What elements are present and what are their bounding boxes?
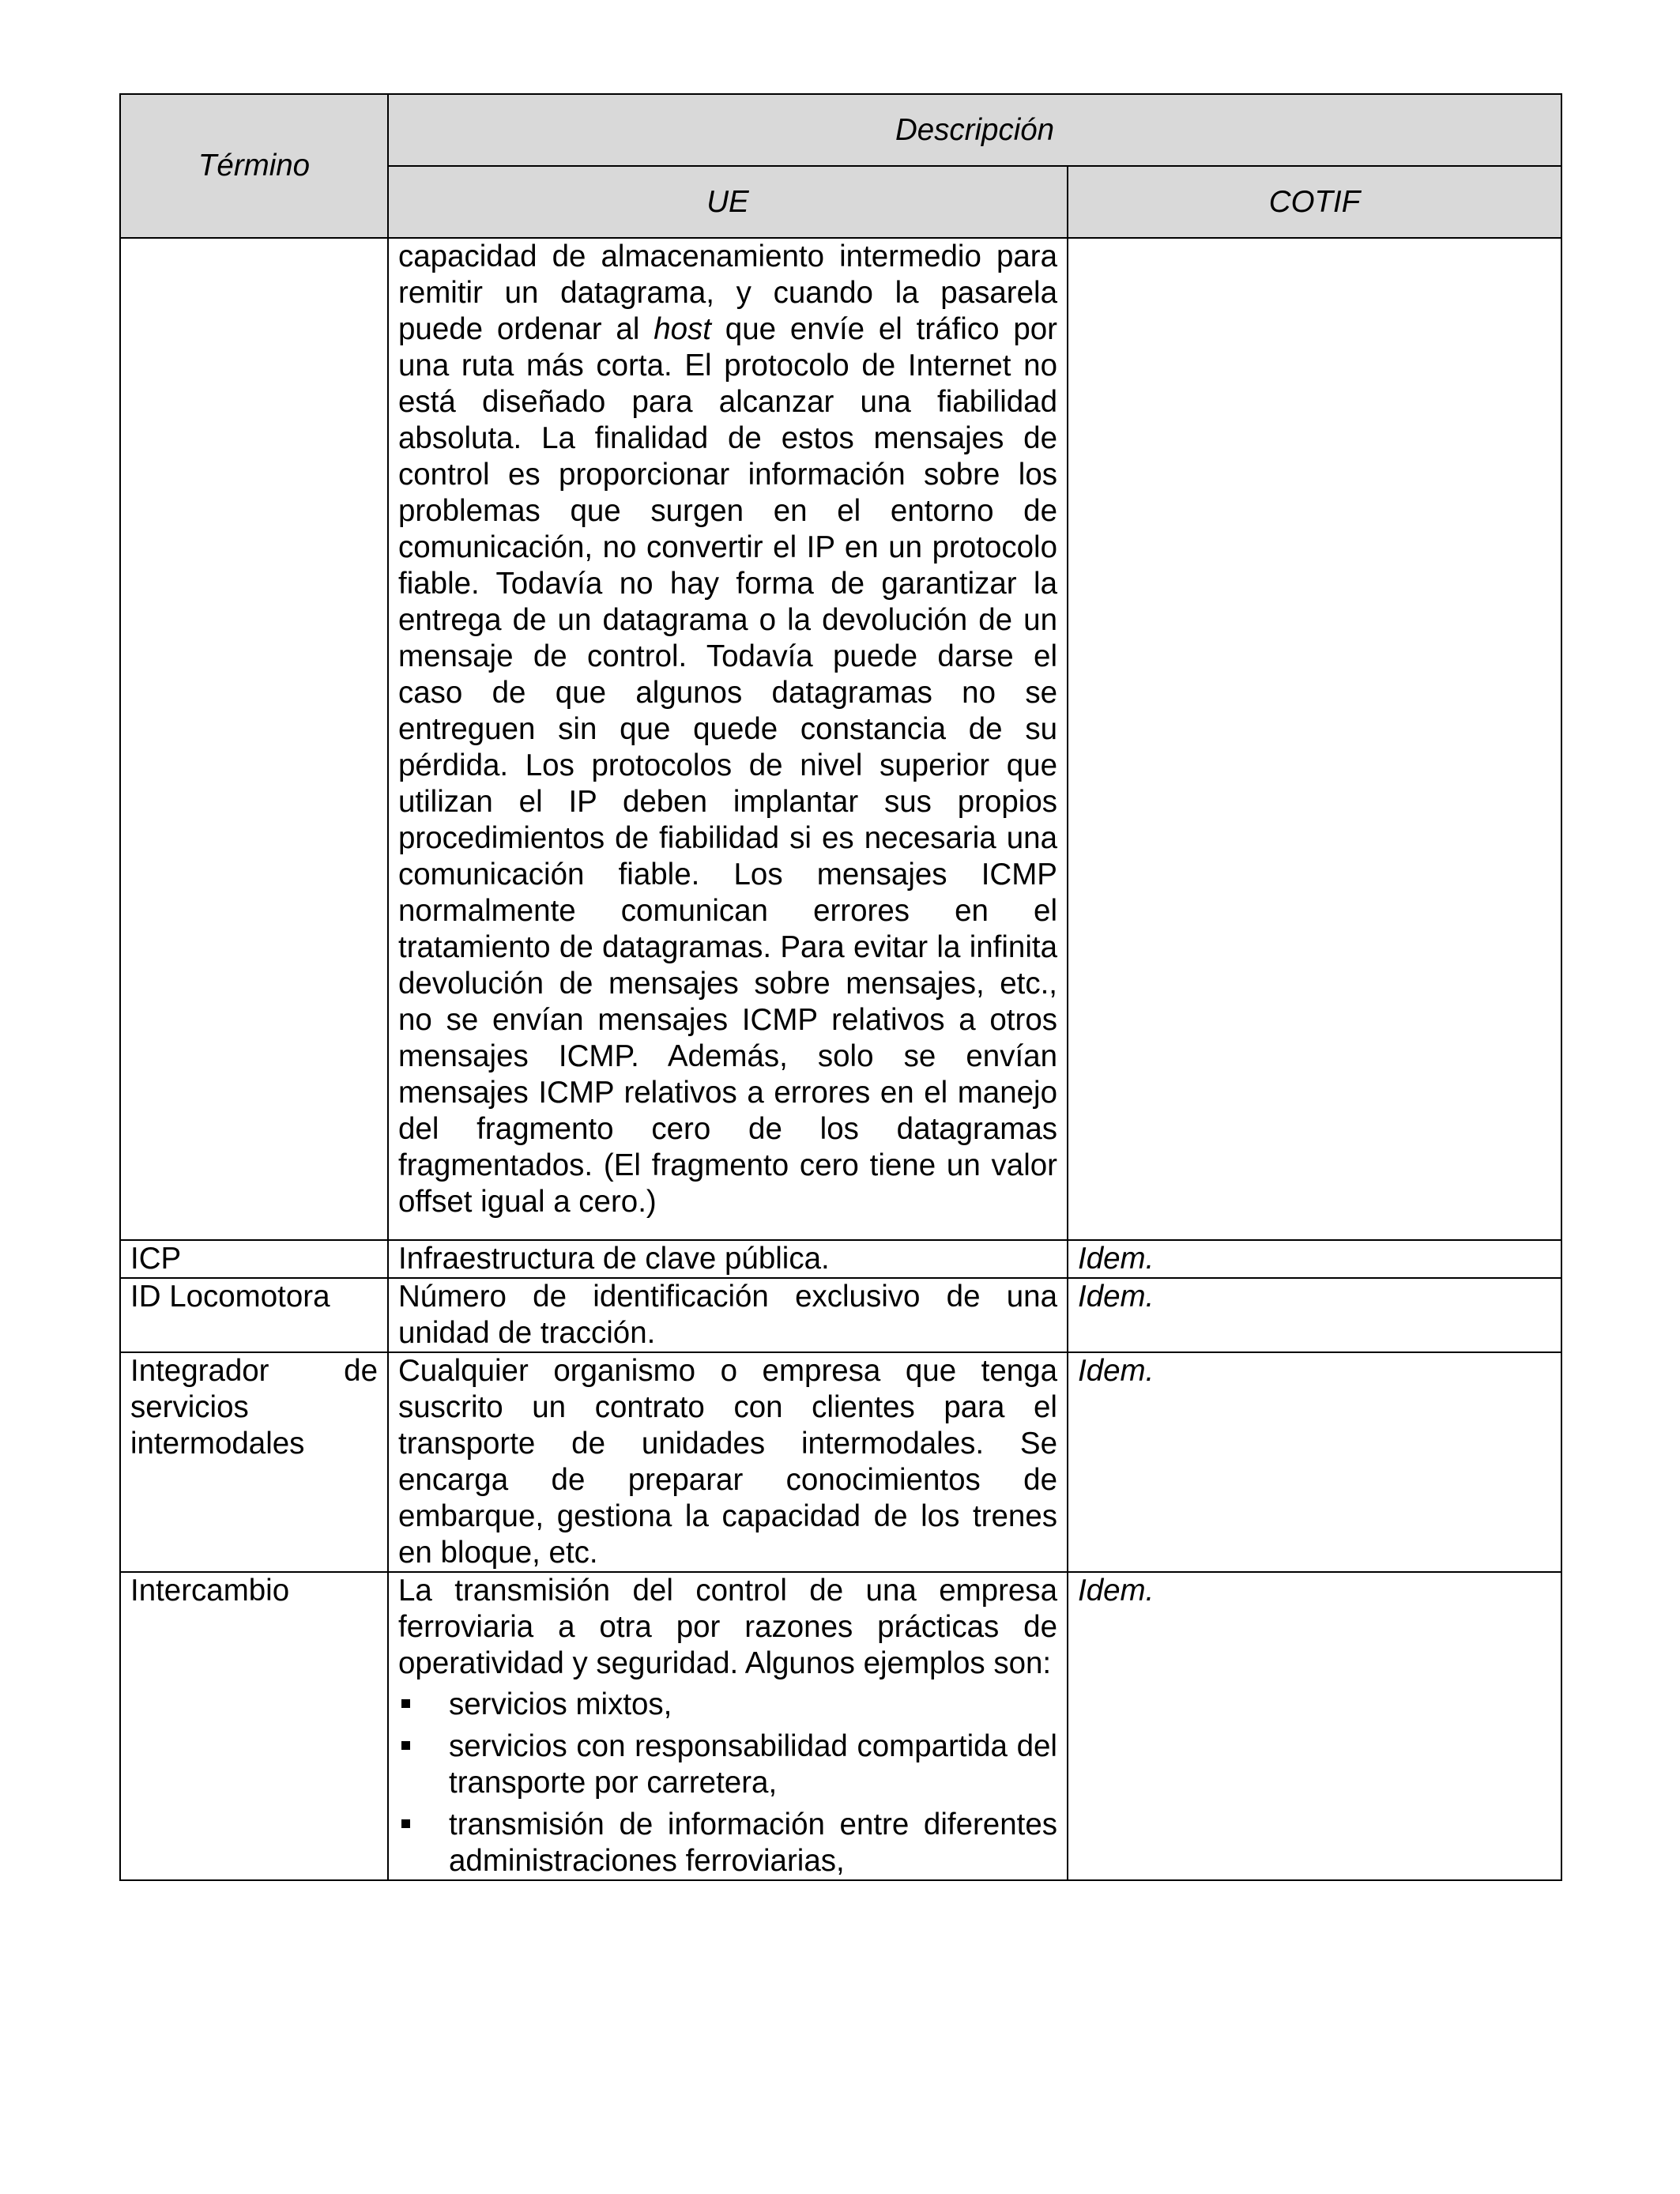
header-description: Descripción	[388, 94, 1561, 166]
table-row	[120, 1240, 1561, 1278]
header-ue: UE	[388, 166, 1068, 238]
table-row	[120, 1278, 1561, 1352]
ue-text-host: host	[654, 312, 711, 346]
square-bullet-icon	[401, 1699, 410, 1708]
cotif-cell: Idem.	[1068, 1352, 1561, 1572]
table-row-continuation	[120, 238, 1561, 1240]
ue-cell	[388, 1572, 1068, 1880]
term-cell: Integrador de servicios intermodales	[120, 1352, 388, 1572]
square-bullet-icon	[401, 1741, 410, 1750]
list-item-text: servicios mixtos,	[449, 1687, 672, 1721]
bullet-list	[398, 1687, 1057, 1879]
cotif-cell	[1068, 238, 1561, 1240]
cotif-cell: Idem.	[1068, 1572, 1561, 1880]
cotif-cell: Idem.	[1068, 1278, 1561, 1352]
table-row	[120, 1572, 1561, 1880]
header-term: Término	[120, 94, 388, 238]
ue-text: La transmisión del control de una empresa ferroviaria a otra por razones prácticas de operatividad y seguridad. Algunos ejemplos son:	[398, 1574, 1057, 1680]
list-item-text: transmisión de información entre diferentes administraciones ferroviarias,	[449, 1808, 1057, 1878]
cotif-cell: Idem.	[1068, 1240, 1561, 1278]
table-header	[120, 94, 1561, 238]
ue-cell: Infraestructura de clave pública.	[388, 1240, 1068, 1278]
term-cell: Intercambio	[120, 1572, 388, 1880]
ue-text: que envíe el tráfico por una ruta más corta. El protocolo de Internet no está diseñado para alcanzar una fiabilidad absoluta. La finalidad de estos mensajes de control es proporcionar información sobre los problemas que surgen en el entorno de comunicación, no convertir el IP en un protocolo fiable. Todavía no hay forma de garantizar la entrega de un datagrama o la devolución de un mensaje de control. Todavía puede darse el caso de que algunos datagramas no se entreguen sin que quede constancia de su pérdida. Los protocolos de nivel superior que utilizan el IP deben implantar sus propios procedimientos de fiabilidad si es necesaria una comunicación fiable. Los mensajes ICMP normalmente comunican errores en el tratamiento de datagramas. Para evitar la infinita devolución de mensajes sobre mensajes, etc., no se envían mensajes ICMP relativos a otros mensajes ICMP. Además, solo se envían mensajes ICMP relativos a errores en el manejo del fragmento cero de los datagramas fragmentados. (El fragmento cero tiene un valor offset igual a cero.)	[398, 312, 1057, 1219]
term-cell	[120, 238, 388, 1240]
ue-cell: Número de identificación exclusivo de una unidad de tracción.	[388, 1278, 1068, 1352]
header-cotif: COTIF	[1068, 166, 1561, 238]
glossary-table	[119, 93, 1562, 1881]
list-item	[398, 1687, 1057, 1723]
list-item-text: servicios con responsabilidad compartida del transporte por carretera,	[449, 1729, 1057, 1800]
square-bullet-icon	[401, 1819, 410, 1828]
term-cell: ID Locomotora	[120, 1278, 388, 1352]
ue-cell	[388, 238, 1068, 1240]
list-item	[398, 1807, 1057, 1879]
ue-cell: Cualquier organismo o empresa que tenga suscrito un contrato con clientes para el transporte de unidades intermodales. Se encarga de preparar conocimientos de embarque, gestiona la capacidad de los trenes en bloque, etc.	[388, 1352, 1068, 1572]
term-cell: ICP	[120, 1240, 388, 1278]
ue-text: capacidad de almacenamiento intermedio para remitir un datagrama, y cuando la pasarela puede ordenar al	[398, 239, 1057, 346]
table-row	[120, 1352, 1561, 1572]
list-item	[398, 1728, 1057, 1801]
